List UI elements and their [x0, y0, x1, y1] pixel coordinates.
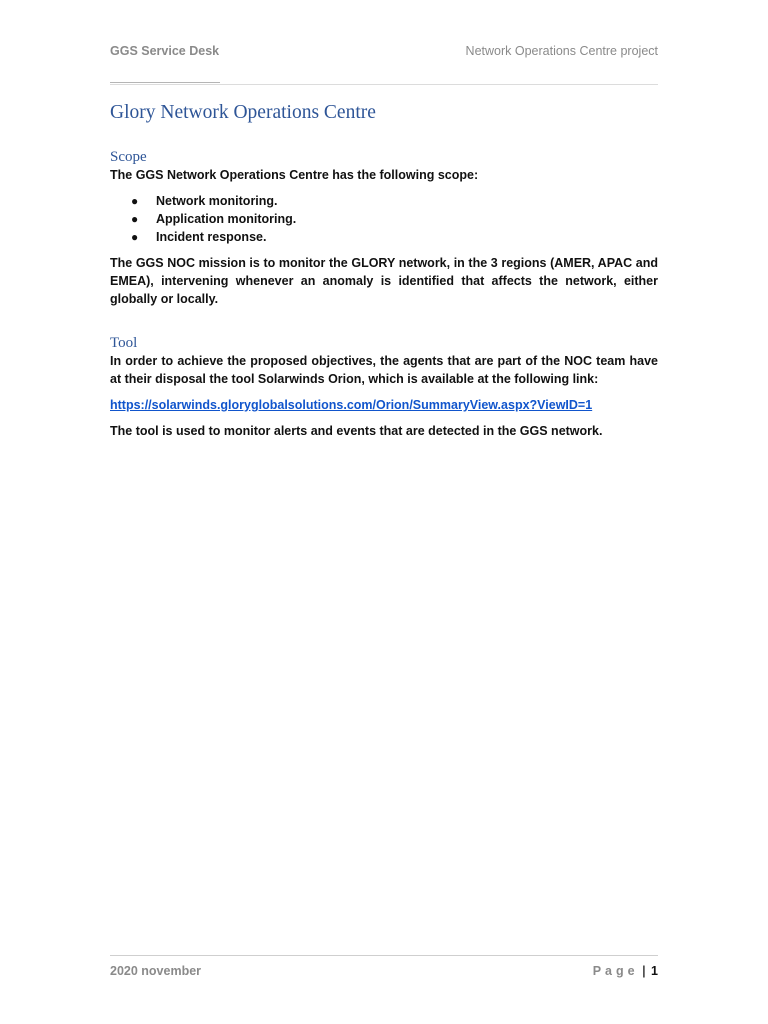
page-label: Page: [592, 964, 639, 978]
scope-intro: The GGS Network Operations Centre has the following scope:: [110, 168, 479, 182]
solarwinds-link[interactable]: https://solarwinds.gloryglobalsolutions.com/Orion/SummaryView.aspx?ViewID=1: [110, 398, 593, 412]
scope-bullet-list: [110, 192, 658, 246]
tool-heading: Tool: [110, 335, 138, 351]
list-item: [110, 210, 658, 228]
bullet-text: Network monitoring.: [156, 194, 278, 208]
document-body: [110, 100, 658, 440]
footer-date: 2020 november: [110, 964, 202, 978]
page-separator: |: [642, 964, 646, 978]
bullet-icon: ●: [131, 230, 139, 244]
bullet-text: Incident response.: [156, 230, 267, 244]
header-short-rule: [110, 82, 220, 83]
list-item: [110, 228, 658, 246]
mission-paragraph: The GGS NOC mission is to monitor the GLORY network, in the 3 regions (AMER, APAC and EMEA), intervening whenever an anomaly is identified that affects the network, either globally or locally.: [110, 256, 658, 306]
bullet-text: Application monitoring.: [156, 212, 297, 226]
tool-closing: The tool is used to monitor alerts and events that are detected in the GGS network.: [110, 424, 603, 438]
link-paragraph: [110, 396, 658, 414]
header-left-text: GGS Service Desk: [110, 44, 220, 58]
tool-intro: In order to achieve the proposed objectives, the agents that are part of the NOC team have at their disposal the tool Solarwinds Orion, which is available at the following link:: [110, 354, 658, 386]
bullet-icon: ●: [131, 194, 139, 208]
footer-rule: [110, 955, 658, 956]
document-title: Glory Network Operations Centre: [110, 102, 376, 123]
bullet-icon: ●: [131, 212, 139, 226]
scope-heading: Scope: [110, 149, 147, 165]
page-indicator: [593, 964, 658, 978]
page-number: 1: [651, 964, 658, 978]
header-right-text: Network Operations Centre project: [465, 44, 658, 58]
header-rule: [110, 84, 658, 85]
list-item: [110, 192, 658, 210]
